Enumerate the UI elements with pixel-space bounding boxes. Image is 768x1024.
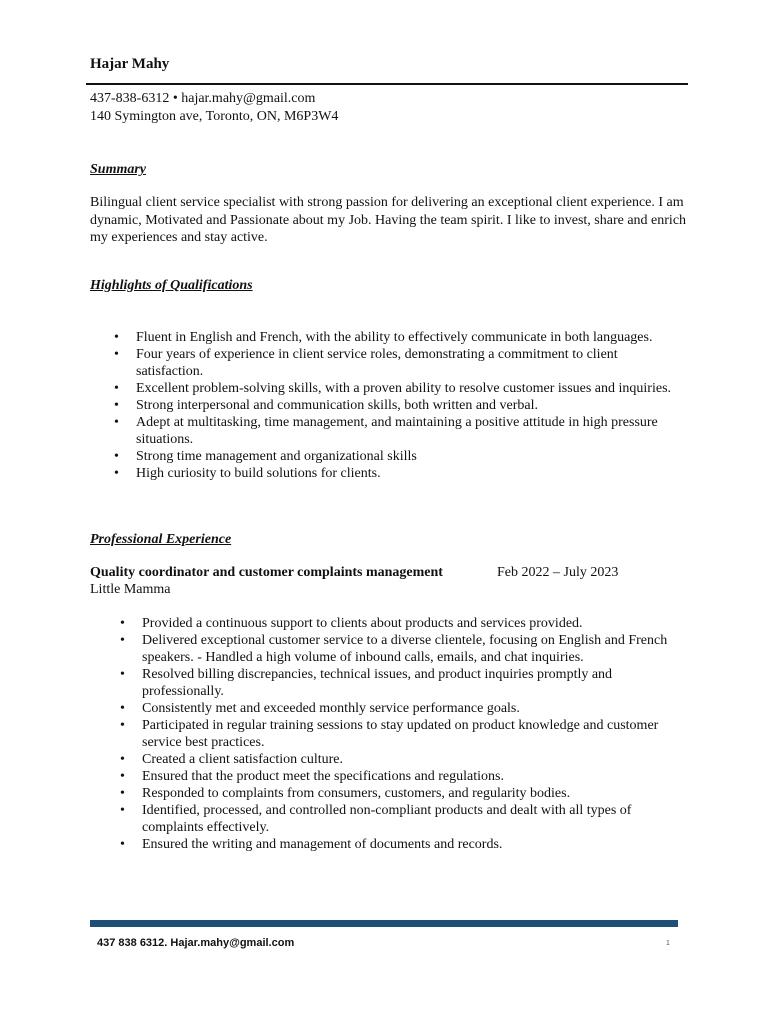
list-item: • Ensured that the product meet the specifications and regulations. xyxy=(118,768,678,785)
list-item: • Created a client satisfaction culture. xyxy=(118,751,678,768)
list-item: • Participated in regular training sessions to stay updated on product knowledge and customer service best practices. xyxy=(118,717,678,751)
list-item: • Consistently met and exceeded monthly service performance goals. xyxy=(118,700,678,717)
contact-block xyxy=(90,90,338,126)
list-item: • Identified, processed, and controlled non-compliant products and dealt with all types of complaints effectively. xyxy=(118,802,678,836)
contact-address: 140 Symington ave, Toronto, ON, M6P3W4 xyxy=(90,109,339,124)
list-item: • Strong interpersonal and communication skills, both written and verbal. xyxy=(112,397,672,414)
experience-heading: Professional Experience xyxy=(90,532,232,547)
list-item: • Resolved billing discrepancies, technical issues, and product inquiries promptly and professionally. xyxy=(118,666,678,700)
list-item: • Provided a continuous support to clients about products and services provided. xyxy=(118,615,678,632)
summary-text: Bilingual client service specialist with strong passion for delivering an exceptional client experience. I am dynamic, Motivated and Passionate about my Job. Having the team spirit. I like to invest, share and enrich my experiences and stay active. xyxy=(90,195,687,245)
resume-name: Hajar Mahy xyxy=(90,56,170,72)
list-item: • Adept at multitasking, time management, and maintaining a positive attitude in high pressure situations. xyxy=(112,414,672,448)
job-company: Little Mamma xyxy=(90,582,171,597)
list-item: • Ensured the writing and management of documents and records. xyxy=(118,836,678,853)
contact-phone-email: 437-838-6312 • hajar.mahy@gmail.com xyxy=(90,91,316,106)
list-item: • Four years of experience in client service roles, demonstrating a commitment to client satisfaction. xyxy=(112,346,672,380)
job-title: Quality coordinator and customer complaints management xyxy=(90,565,443,580)
list-item: • Responded to complaints from consumers, customers, and regularity bodies. xyxy=(118,785,678,802)
job-dates: Feb 2022 – July 2023 xyxy=(497,565,619,580)
qualifications-heading: Highlights of Qualifications xyxy=(90,278,253,293)
footer-bar xyxy=(90,920,678,927)
experience-list xyxy=(118,615,678,853)
page-number: 1 xyxy=(666,940,670,947)
header-divider xyxy=(86,83,688,85)
summary-heading: Summary xyxy=(90,162,147,177)
list-item: • Delivered exceptional customer service to a diverse clientele, focusing on English and French speakers. - Handled a high volume of inbound calls, emails, and chat inquiries. xyxy=(118,632,678,666)
list-item: • Strong time management and organizational skills xyxy=(112,448,672,465)
footer-contact: 437 838 6312. Hajar.mahy@gmail.com xyxy=(97,937,295,949)
qualifications-list xyxy=(112,329,672,482)
list-item: • Excellent problem-solving skills, with a proven ability to resolve customer issues and inquiries. xyxy=(112,380,672,397)
list-item: • High curiosity to build solutions for clients. xyxy=(112,465,672,482)
list-item: • Fluent in English and French, with the ability to effectively communicate in both languages. xyxy=(112,329,672,346)
